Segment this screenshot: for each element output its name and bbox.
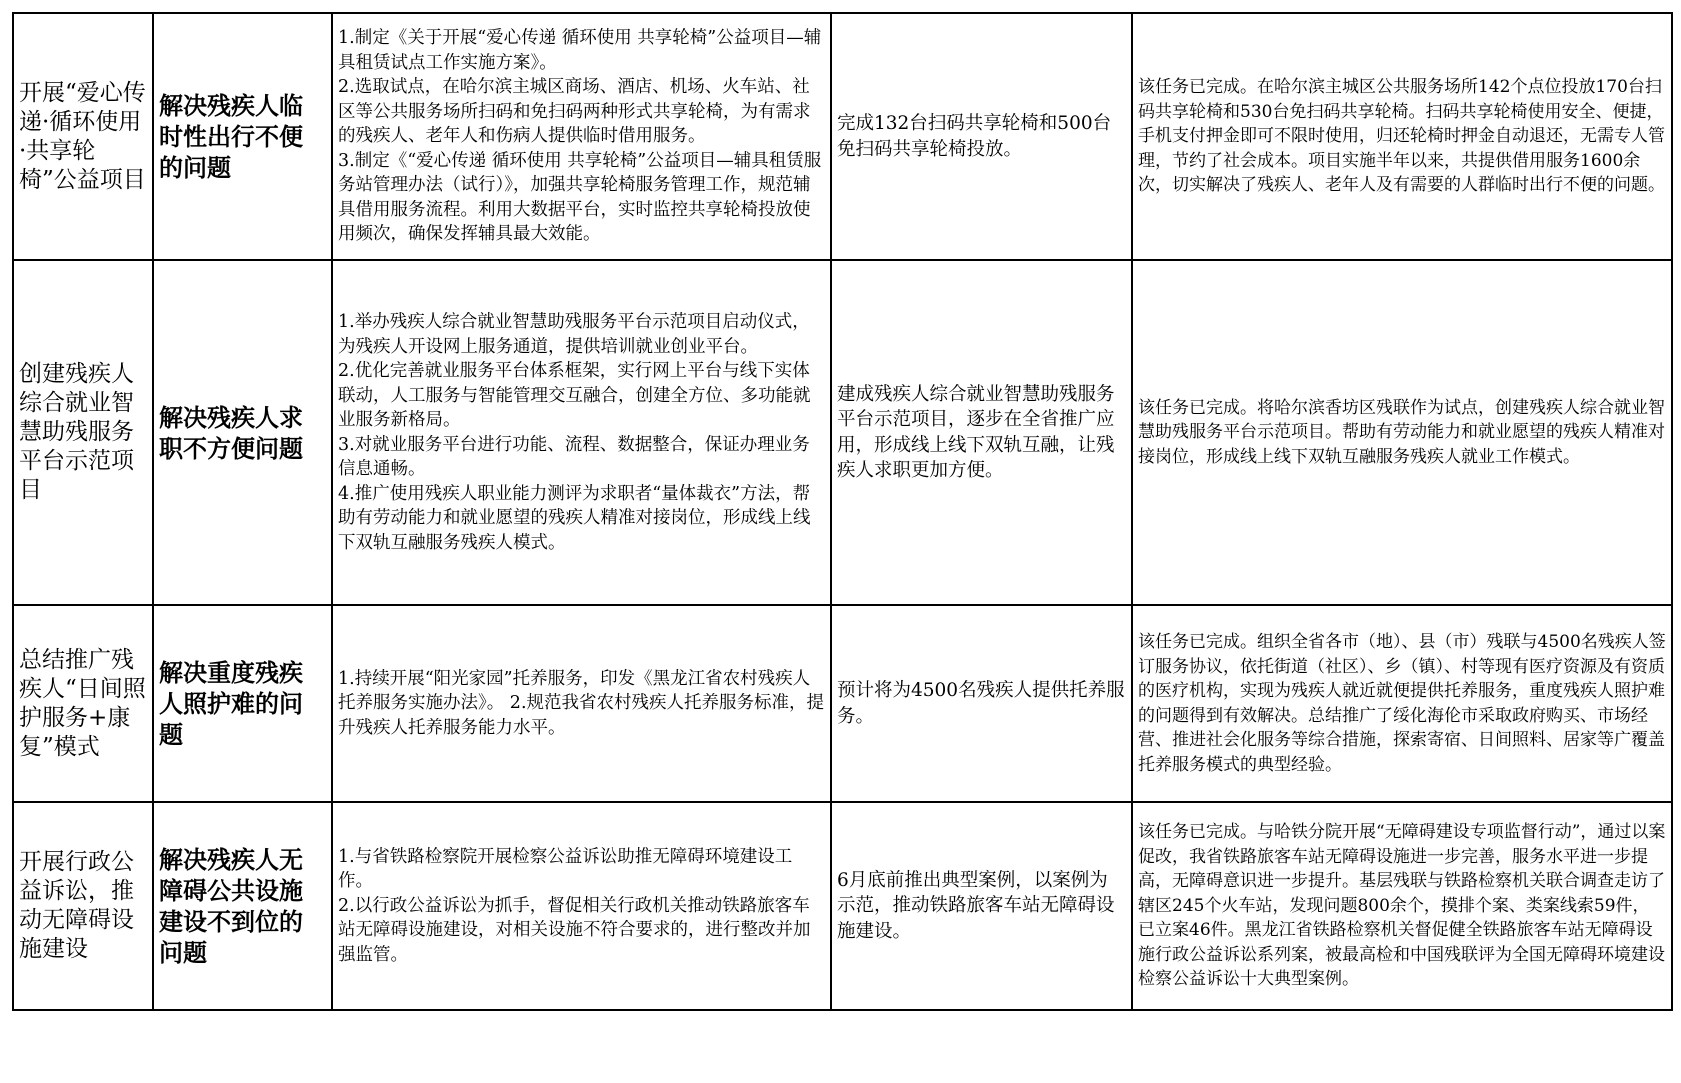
progress-cell: 该任务已完成。在哈尔滨主城区公共服务场所142个点位投放170台扫码共享轮椅和530台免扫码共享轮椅。扫码共享轮椅使用安全、便捷，手机支付押金即可不限时使用，归还轮椅时押金自动退还，无需专人管理，节约了社会成本。项目实施半年以来，共提供借用服务1600余次，切实解决了残疾人、老年人及有需要的人群临时出行不便的问题。 xyxy=(1132,13,1672,260)
table-row xyxy=(13,260,1672,605)
measure-item: 1.持续开展“阳光家园”托养服务，印发《黑龙江省农村残疾人托养服务实施办法》。 2.规范我省农村残疾人托养服务标准，提升残疾人托养服务能力水平。 xyxy=(338,668,825,738)
table-row xyxy=(13,605,1672,802)
problem-cell: 解决残疾人无障碍公共设施建设不到位的问题 xyxy=(153,802,332,1010)
project-cell: 总结推广残疾人“日间照护服务+康复”模式 xyxy=(13,605,153,802)
target-cell: 建成残疾人综合就业智慧助残服务平台示范项目，逐步在全省推广应用，形成线上线下双轨互融，让残疾人求职更加方便。 xyxy=(831,260,1132,605)
progress-cell: 该任务已完成。组织全省各市（地）、县（市）残联与4500名残疾人签订服务协议，依托街道（社区）、乡（镇）、村等现有医疗资源及有资质的医疗机构，实现为残疾人就近就便提供托养服务，重度残疾人照护难的问题得到有效解决。总结推广了绥化海伦市采取政府购买、市场经营、推进社会化服务等综合措施，探索寄宿、日间照料、居家等广覆盖托养服务模式的典型经验。 xyxy=(1132,605,1672,802)
target-cell: 6月底前推出典型案例，以案例为示范，推动铁路旅客车站无障碍设施建设。 xyxy=(831,802,1132,1010)
project-cell: 创建残疾人综合就业智慧助残服务平台示范项目 xyxy=(13,260,153,605)
project-cell: 开展“爱心传递·循环使用·共享轮椅”公益项目 xyxy=(13,13,153,260)
measure-item: 1.与省铁路检察院开展检察公益诉讼助推无障碍环境建设工作。 xyxy=(338,846,793,892)
target-cell: 完成132台扫码共享轮椅和500台免扫码共享轮椅投放。 xyxy=(831,13,1132,260)
measures-cell xyxy=(332,605,831,802)
measure-item: 2.以行政公益诉讼为抓手，督促相关行政机关推动铁路旅客车站无障碍设施建设，对相关设施不符合要求的，进行整改并加强监管。 xyxy=(338,895,811,965)
measure-item: 4.推广使用残疾人职业能力测评为求职者“量体裁衣”方法，帮助有劳动能力和就业愿望的残疾人精准对接岗位，形成线上线下双轨互融服务残疾人模式。 xyxy=(338,483,811,553)
table-row xyxy=(13,13,1672,260)
measure-item: 3.制定《“爱心传递 循环使用 共享轮椅”公益项目—辅具租赁服务站管理办法（试行）》，加强共享轮椅服务管理工作，规范辅具借用服务流程。利用大数据平台，实时监控共享轮椅投放使用频次，确保发挥辅具最大效能。 xyxy=(338,150,822,245)
progress-cell: 该任务已完成。与哈铁分院开展“无障碍建设专项监督行动”，通过以案促改，我省铁路旅客车站无障碍设施进一步完善，服务水平进一步提高，无障碍意识进一步提升。基层残联与铁路检察机关联合调查走访了辖区245个火车站，发现问题800余个，摸排个案、类案线索59件，已立案46件。黑龙江省铁路检察机关督促健全铁路旅客车站无障碍设施行政公益诉讼系列案，被最高检和中国残联评为全国无障碍环境建设检察公益诉讼十大典型案例。 xyxy=(1132,802,1672,1010)
measure-item: 3.对就业服务平台进行功能、流程、数据整合，保证办理业务信息通畅。 xyxy=(338,434,810,479)
measure-item: 2.优化完善就业服务平台体系框架，实行网上平台与线下实体联动，人工服务与智能管理交互融合，创建全方位、多功能就业服务新格局。 xyxy=(338,361,811,430)
measure-item: 1.制定《关于开展“爱心传递 循环使用 共享轮椅”公益项目—辅具租赁试点工作实施方案》。 xyxy=(338,28,822,73)
measures-cell xyxy=(332,802,831,1010)
project-cell: 开展行政公益诉讼，推动无障碍设施建设 xyxy=(13,802,153,1010)
problem-cell: 解决重度残疾人照护难的问题 xyxy=(153,605,332,802)
measure-item: 1.举办残疾人综合就业智慧助残服务平台示范项目启动仪式，为残疾人开设网上服务通道，提供培训就业创业平台。 xyxy=(338,312,810,357)
problem-cell: 解决残疾人求职不方便问题 xyxy=(153,260,332,605)
progress-cell: 该任务已完成。将哈尔滨香坊区残联作为试点，创建残疾人综合就业智慧助残服务平台示范项目。帮助有劳动能力和就业愿望的残疾人精准对接岗位，形成线上线下双轨互融服务残疾人就业工作模式。 xyxy=(1132,260,1672,605)
table-row xyxy=(13,802,1672,1010)
task-table xyxy=(12,12,1673,1011)
measures-cell xyxy=(332,260,831,605)
problem-cell: 解决残疾人临时性出行不便的问题 xyxy=(153,13,332,260)
target-cell: 预计将为4500名残疾人提供托养服务。 xyxy=(831,605,1132,802)
measure-item: 2.选取试点，在哈尔滨主城区商场、酒店、机场、火车站、社区等公共服务场所扫码和免扫码两种形式共享轮椅，为有需求的残疾人、老年人和伤病人提供临时借用服务。 xyxy=(338,77,811,147)
measures-cell xyxy=(332,13,831,260)
